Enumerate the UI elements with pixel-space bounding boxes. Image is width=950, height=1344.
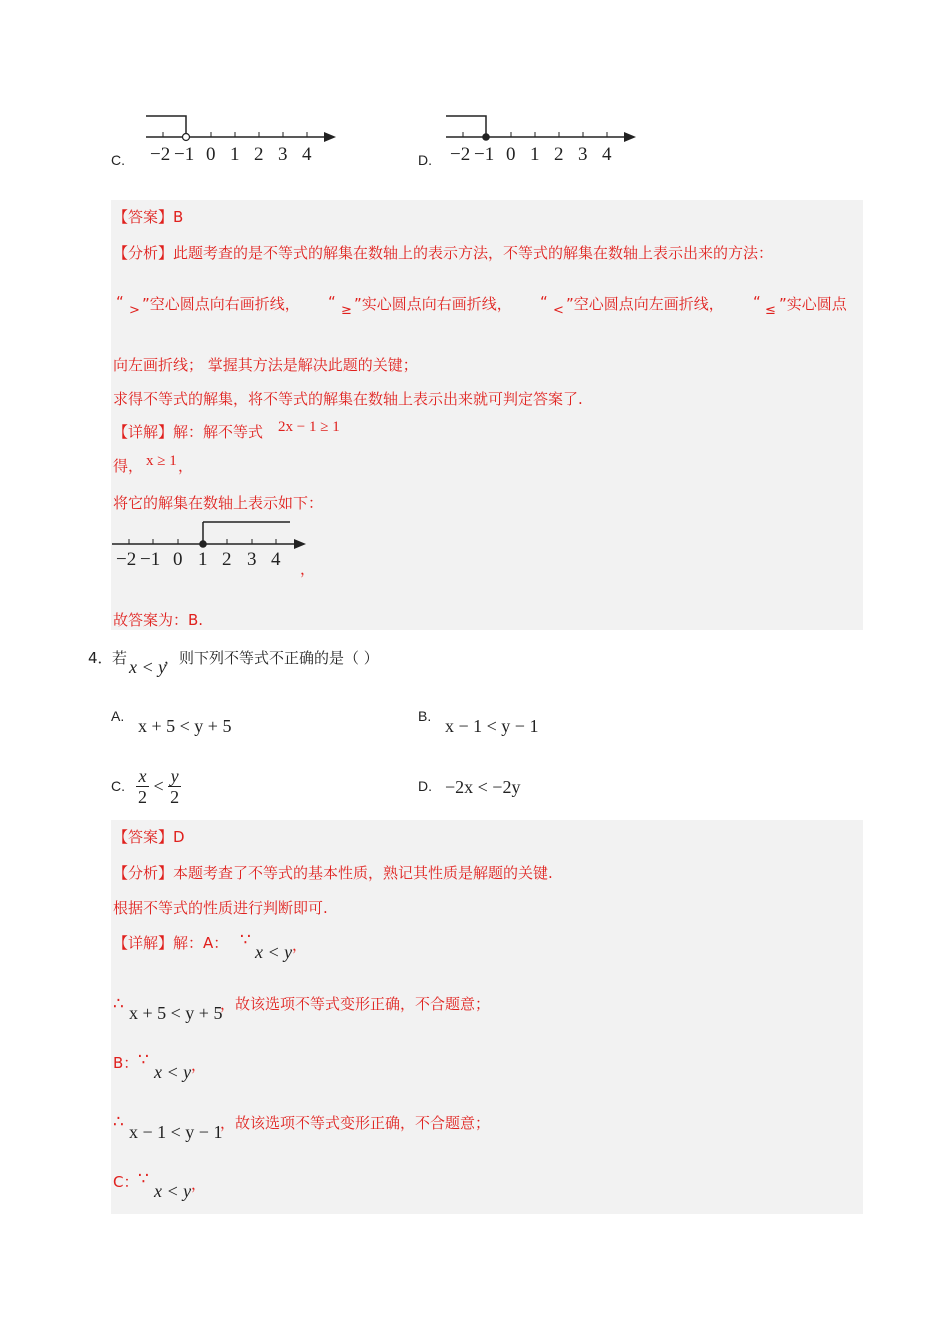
q3-rule-quote-1: “ [116, 293, 124, 311]
frac-denominator: 2 [170, 787, 180, 807]
therefore-sign: ∴ [113, 1112, 124, 1132]
q3-option-c-label: C. [111, 152, 125, 168]
option-c-lt: < [153, 776, 164, 796]
q3-detail-prefix: 【详解】解：解不等式 [113, 423, 264, 441]
option-d-tick-label: −2 [450, 144, 471, 165]
q3-option-c-number-line [140, 108, 345, 168]
solution-tick-label: 2 [222, 549, 232, 570]
solution-tick-label: 0 [173, 549, 183, 570]
q3-rule-symbol-lt: < [553, 303, 564, 318]
q4-number: 4． [88, 649, 113, 667]
q3-answer: 【答案】B [113, 208, 184, 226]
frac-denominator: 2 [138, 787, 147, 807]
q3-rule-quote-3: “ [540, 293, 548, 311]
q4-a-comment: ，故该选项不等式变形正确，不合题意； [220, 995, 491, 1013]
because-sign: ∵ [138, 1169, 149, 1189]
q3-solution-number-line [110, 516, 320, 576]
q4-c-condition: x < y [154, 1181, 192, 1201]
q3-rule-text-1: ”空心圆点向右画折线， [142, 295, 300, 313]
solution-tick-label: 4 [271, 549, 281, 570]
option-d-tick-label: 1 [530, 144, 540, 165]
q3-rule-symbol-le: ≤ [765, 303, 776, 318]
because-sign: ∵ [240, 930, 251, 950]
q3-rule-symbol-gt: > [129, 303, 140, 318]
frac-numerator: x [136, 766, 149, 787]
q4-option-a-expr: x + 5 < y + 5 [138, 716, 232, 736]
option-c-fold-line [146, 116, 186, 137]
option-d-tick-label: 4 [602, 144, 612, 165]
therefore-sign: ∴ [113, 994, 124, 1014]
option-c-tick-label: 3 [278, 144, 288, 165]
q3-detail-inequality: 2x − 1 ≥ 1 [278, 419, 340, 435]
q4-option-b-label: B. [418, 708, 432, 724]
option-c-tick-label: −1 [174, 144, 195, 165]
option-d-arrow [624, 132, 636, 142]
q4-option-b-expr: x − 1 < y − 1 [445, 716, 539, 736]
comma: ， [191, 1175, 207, 1193]
q3-get-suffix: ， [178, 457, 194, 475]
q3-get-result: x ≥ 1 [146, 453, 177, 469]
option-c-tick-label: 2 [254, 144, 264, 165]
option-d-fold-line [446, 116, 486, 137]
q3-numline-comma: ， [300, 560, 316, 578]
q4-if: 若 [112, 649, 128, 667]
solution-tick-label: −2 [116, 549, 137, 570]
frac-numerator: y [168, 766, 181, 787]
q3-rule-text-2: ”实心圆点向右画折线， [354, 295, 512, 313]
q4-option-c-expr [136, 766, 181, 807]
q4-condition: x < y [129, 657, 167, 677]
option-d-tick-label: −1 [474, 144, 495, 165]
q3-rule-quote-2: “ [328, 293, 336, 311]
q3-option-d-number-line [440, 108, 645, 168]
q4-a-result: x + 5 < y + 5 [129, 1003, 223, 1023]
solution-solid-point [199, 540, 207, 548]
option-d-tick-label: 3 [578, 144, 588, 165]
q3-rule-line-2: 向左画折线； 掌握其方法是解决此题的关键； [113, 356, 418, 374]
option-c-left-fraction [136, 766, 149, 807]
q4-b-condition: x < y [154, 1062, 192, 1082]
option-d-solid-point [482, 133, 490, 141]
q4-analysis-2: 根据不等式的性质进行判断即可. [113, 899, 328, 917]
option-c-tick-label: 1 [230, 144, 240, 165]
option-c-tick-label: 0 [206, 144, 216, 165]
q3-analysis: 【分析】此题考查的是不等式的解集在数轴上的表示方法，不等式的解集在数轴上表示出来的方法： [113, 244, 774, 262]
option-d-tick-label: 2 [554, 144, 564, 165]
solution-tick-label: 3 [247, 549, 257, 570]
comma: ， [292, 936, 308, 954]
q4-answer: 【答案】D [113, 828, 185, 846]
q4-a-condition: x < y [255, 942, 293, 962]
solution-tick-label: −1 [140, 549, 161, 570]
q3-final-answer: 故答案为：B. [113, 611, 204, 629]
q4-stem: ，则下列不等式不正确的是（ ） [164, 649, 379, 667]
option-c-tick-label: −2 [150, 144, 171, 165]
option-c-arrow [324, 132, 336, 142]
comma: ， [191, 1056, 207, 1074]
because-sign: ∵ [138, 1050, 149, 1070]
q4-b-result: x − 1 < y − 1 [129, 1122, 223, 1142]
q3-rule-line-3: 求得不等式的解集，将不等式的解集在数轴上表示出来就可判定答案了. [113, 390, 583, 408]
q4-option-a-label: A. [111, 708, 125, 724]
q3-show-text: 将它的解集在数轴上表示如下： [113, 494, 324, 512]
q3-rule-text-3: ”空心圆点向左画折线， [566, 295, 724, 313]
q4-option-d-label: D. [418, 778, 432, 794]
q4-option-d-expr: −2x < −2y [445, 777, 521, 797]
solution-arrow [294, 539, 306, 549]
solution-tick-label: 1 [198, 549, 208, 570]
q4-analysis: 【分析】本题考查了不等式的基本性质，熟记其性质是解题的关键. [113, 864, 553, 882]
q3-rule-quote-4: “ [753, 293, 761, 311]
option-c-right-fraction [168, 766, 181, 807]
q4-c-label: C： [113, 1173, 139, 1191]
option-c-tick-label: 4 [302, 144, 312, 165]
q3-rule-symbol-ge: ≥ [341, 303, 352, 318]
q4-option-c-label: C. [111, 778, 125, 794]
q4-b-comment: ，故该选项不等式变形正确，不合题意； [220, 1114, 491, 1132]
q3-option-d-label: D. [418, 152, 432, 168]
q3-rule-text-4: ”实心圆点 [779, 295, 847, 313]
option-c-hollow-point [183, 134, 190, 141]
q4-b-label: B： [113, 1054, 139, 1072]
q4-detail-prefix: 【详解】解：A： [113, 934, 229, 952]
q3-get-prefix: 得， [113, 457, 144, 475]
option-d-tick-label: 0 [506, 144, 516, 165]
